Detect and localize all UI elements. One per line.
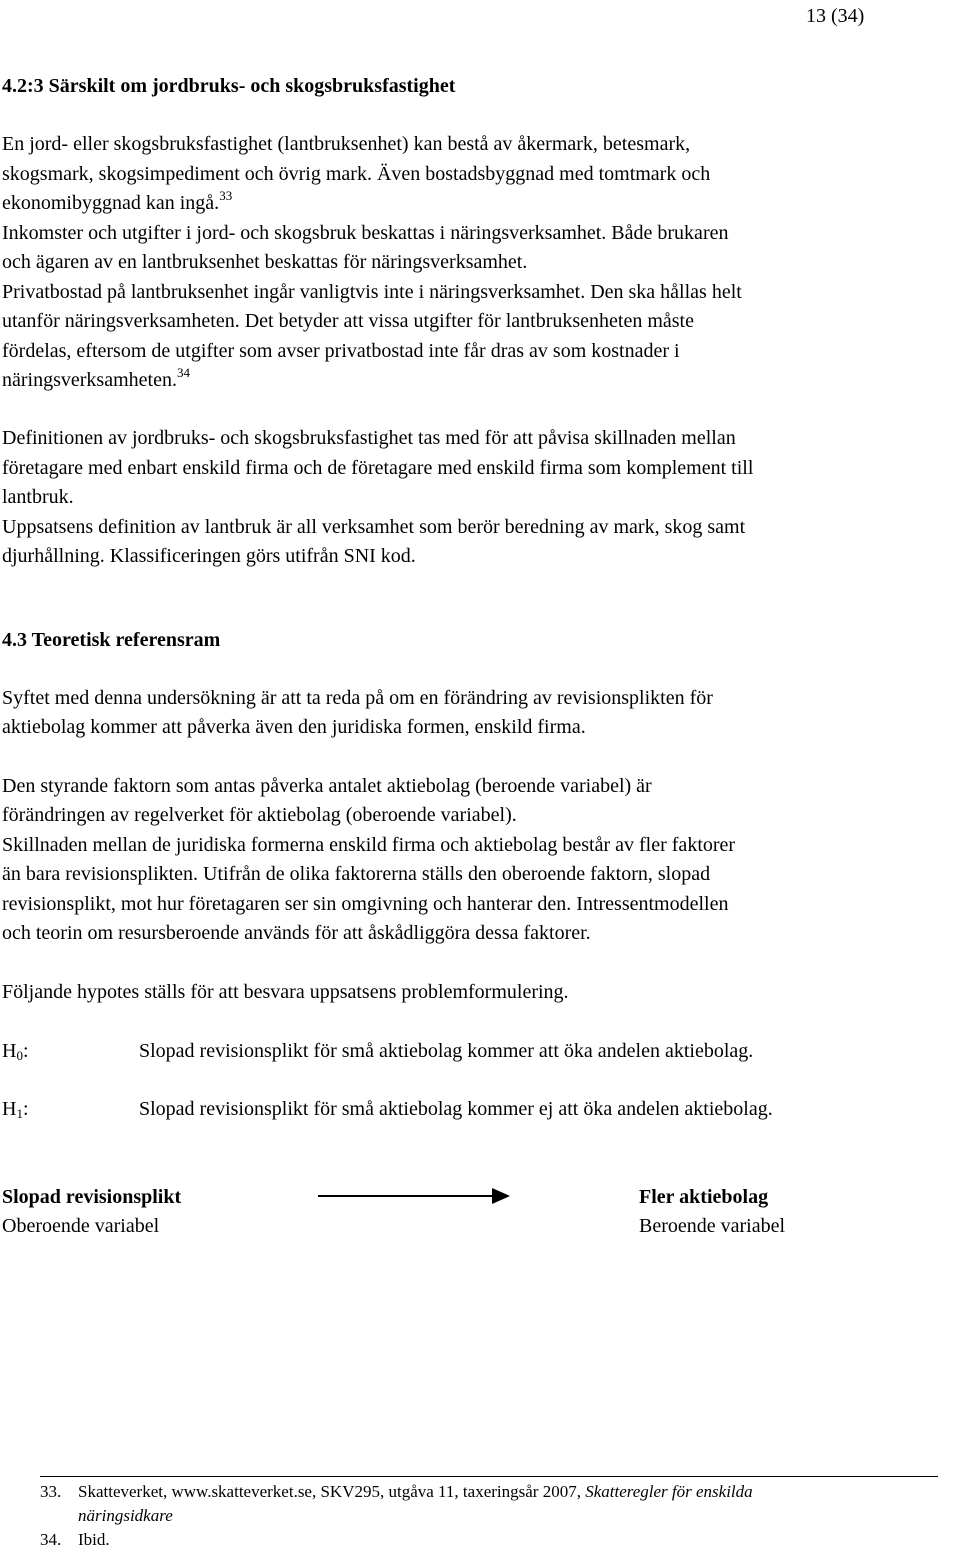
model-right-title: Fler aktiebolag	[639, 1186, 769, 1208]
hypothesis-text-h1: Slopad revisionsplikt för små aktiebolag kommer ej att öka andelen aktiebolag.	[139, 1098, 773, 1120]
paragraph-text: näringsverksamheten.	[2, 369, 177, 391]
paragraph-line: djurhållning. Klassificeringen görs utifrån SNI kod.	[2, 545, 416, 567]
footnote-number: 34.	[40, 1530, 62, 1549]
hypothesis-subscript: 1	[16, 1106, 23, 1121]
paragraph-line: lantbruk.	[2, 486, 74, 508]
paragraph-line: Följande hypotes ställs för att besvara uppsatsens problemformulering.	[2, 981, 569, 1003]
model-right-subtitle: Beroende variabel	[639, 1215, 786, 1237]
footnote-divider	[40, 1476, 938, 1477]
paragraph-line: Privatbostad på lantbruksenhet ingår vanligtvis inte i näringsverksamhet. Den ska hållas helt	[2, 281, 742, 303]
arrow-right-icon	[492, 1188, 510, 1204]
hypothesis-colon: :	[22, 1040, 29, 1062]
hypothesis-label-h1	[2, 1095, 29, 1124]
hypothesis-colon: :	[22, 1098, 29, 1120]
footnote-text-italic-cont: näringsidkare	[78, 1506, 173, 1525]
paragraph-line: utanför näringsverksamheten. Det betyder att vissa utgifter för lantbruksenheten måste	[2, 310, 694, 332]
footnote-text-italic: Skatteregler för enskilda	[585, 1482, 753, 1501]
paragraph-line: än bara revisionsplikten. Utifrån de olika faktorerna ställs den oberoende faktorn, slopad	[2, 863, 711, 885]
section-heading-4-2-3: 4.2:3 Särskilt om jordbruks- och skogsbruksfastighet	[2, 75, 456, 97]
hypothesis-letter: H	[2, 1098, 17, 1120]
model-arrow-shaft	[318, 1195, 494, 1197]
paragraph-line: Uppsatsens definition av lantbruk är all verksamhet som berör beredning av mark, skog samt	[2, 516, 746, 538]
hypothesis-letter: H	[2, 1040, 17, 1062]
paragraph-line: aktiebolag kommer att påverka även den juridiska formen, enskild firma.	[2, 716, 586, 738]
paragraph-line: revisionsplikt, mot hur företagaren ser sin omgivning och hanterar den. Intressentmodellen	[2, 893, 729, 915]
paragraph-line	[2, 366, 190, 395]
page-number: 13 (34)	[806, 5, 865, 27]
paragraph-line: fördelas, eftersom de utgifter som avser privatbostad inte får dras av som kostnader i	[2, 340, 680, 362]
paragraph-line: förändringen av regelverket för aktiebolag (oberoende variabel).	[2, 804, 517, 826]
footnote-text	[78, 1481, 753, 1503]
footnote-34	[0, 1529, 960, 1551]
paragraph-line: Skillnaden mellan de juridiska formerna enskild firma och aktiebolag består av fler faktorer	[2, 834, 736, 856]
paragraph-line: Den styrande faktorn som antas påverka antalet aktiebolag (beroende variabel) är	[2, 775, 652, 797]
paragraph-line: och teorin om resursberoende används för att åskådliggöra dessa faktorer.	[2, 922, 591, 944]
footnote-ref-33: 33	[219, 188, 233, 203]
section-heading-4-3: 4.3 Teoretisk referensram	[2, 629, 221, 651]
paragraph-line: En jord- eller skogsbruksfastighet (lantbruksenhet) kan bestå av åkermark, betesmark,	[2, 133, 691, 155]
footnote-text: Ibid.	[78, 1530, 110, 1549]
hypothesis-text-h0: Slopad revisionsplikt för små aktiebolag kommer att öka andelen aktiebolag.	[139, 1040, 754, 1062]
paragraph-line	[2, 189, 232, 218]
model-left-title: Slopad revisionsplikt	[2, 1186, 182, 1208]
model-left-subtitle: Oberoende variabel	[2, 1215, 160, 1237]
paragraph-text: ekonomibyggnad kan ingå.	[2, 192, 220, 214]
hypothesis-label-h0	[2, 1037, 29, 1066]
paragraph-line: Syftet med denna undersökning är att ta reda på om en förändring av revisionsplikten för	[2, 687, 713, 709]
footnote-33	[0, 1481, 960, 1529]
paragraph-line: skogsmark, skogsimpediment och övrig mark. Även bostadsbyggnad med tomtmark och	[2, 163, 711, 185]
paragraph-line: företagare med enbart enskild firma och de företagare med enskild firma som komplement till	[2, 457, 754, 479]
footnote-text-plain: Skatteverket, www.skatteverket.se, SKV295, utgåva 11, taxeringsår 2007,	[78, 1482, 586, 1501]
footnote-number: 33.	[40, 1482, 62, 1501]
footnote-ref-34: 34	[176, 365, 190, 380]
paragraph-line: Definitionen av jordbruks- och skogsbruksfastighet tas med för att påvisa skillnaden mellan	[2, 427, 736, 449]
hypothesis-subscript: 0	[16, 1048, 23, 1063]
paragraph-line: och ägaren av en lantbruksenhet beskattas för näringsverksamhet.	[2, 251, 528, 273]
paragraph-line: Inkomster och utgifter i jord- och skogsbruk beskattas i näringsverksamhet. Både brukaren	[2, 222, 729, 244]
